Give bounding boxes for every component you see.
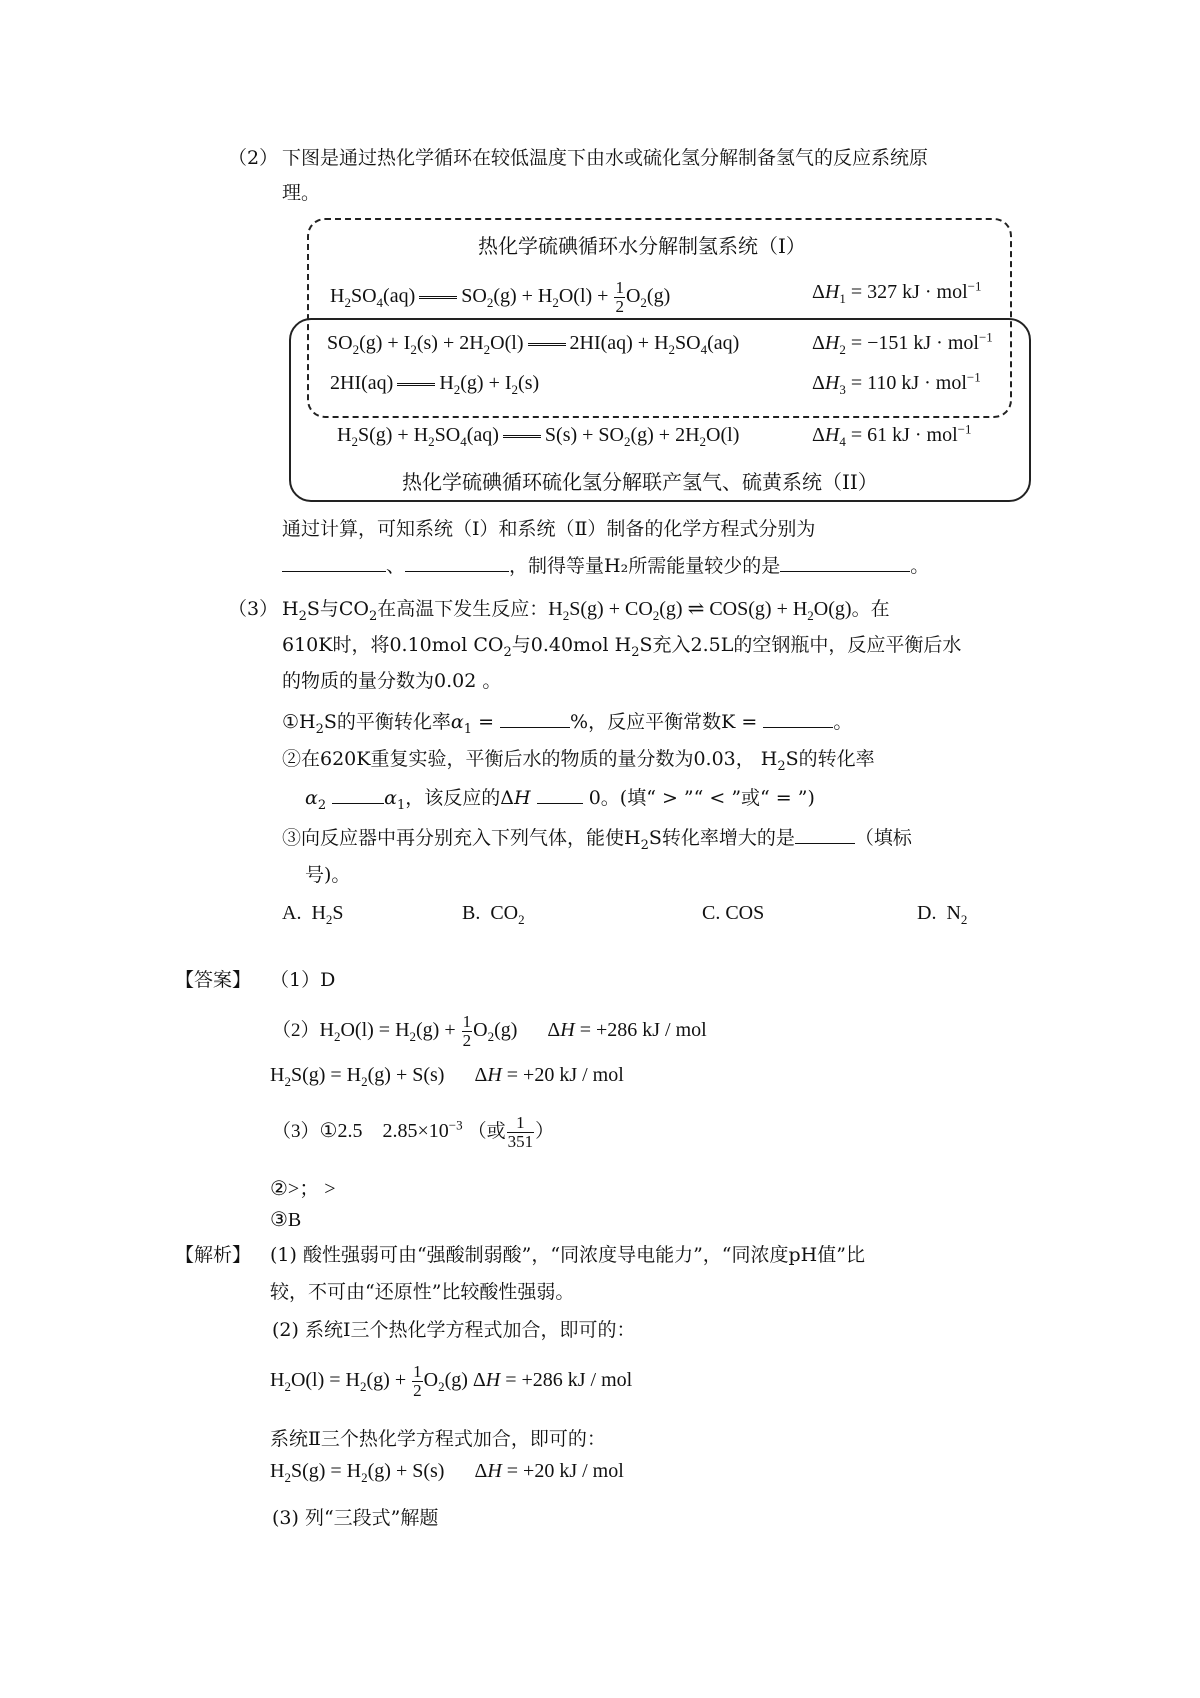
- reaction-4-dh: $\Delta H_4 = 61$ kJ · mol$^{-1}$: [812, 421, 972, 449]
- answer-tag: 【答案】: [175, 969, 252, 991]
- option-b: B. $CO_2$: [462, 902, 525, 927]
- answer-3-line2: ②>； >: [270, 1178, 336, 1200]
- system1-title: 热化学硫碘循环水分解制氢系统（I）: [478, 234, 806, 258]
- analysis-p2-equation: $H_2O(l) = H_2(g)$ + $\frac{1}{2}$ $O_2(g) \Delta H = +286$ kJ / mol: [270, 1362, 633, 1400]
- q3-sub2-line1: ②在620K重复实验，平衡后水的物质的量分数为0.03， $H_2S$的转化率: [282, 748, 875, 774]
- system2-title: 热化学硫碘循环硫化氢分解联产氢气、硫黄系统（II）: [402, 470, 878, 494]
- answer-blank[interactable]: [500, 727, 570, 728]
- answer-3-line1: （3）①2.5 $2.85\times 10^{-3}$ （或 $\frac{1}{351}$ ）: [272, 1113, 555, 1151]
- answer-blank[interactable]: [282, 571, 386, 572]
- reaction-4-equation: $H_2S(g) + H_2SO_4(aq) S(s) + SO_2(g) + 2H_2O(l)$: [337, 424, 740, 449]
- q3-sub3-line2: 号)。: [305, 864, 351, 886]
- reaction-2-equation: $SO_2(g) + I_2(s) + 2H_2O(l) 2HI(aq) + H_2SO_4(aq)$: [327, 332, 740, 357]
- q3-sub2-line2: $\alpha_2$ $\alpha_1$，该反应的ΔH 0。(填“ > ”“ < ”或“ = ”): [305, 787, 815, 813]
- answer-blank[interactable]: [405, 571, 509, 572]
- q3-line2: 610K时，将0.10mol $CO_2$与0.40mol $H_2S$充入2.5L的空钢瓶中，反应平衡后水: [282, 634, 962, 660]
- option-d: D. $N_2$: [917, 902, 968, 927]
- answer-1: （1）D: [270, 969, 336, 991]
- q3-line1: $H_2S$与$CO_2$在高温下发生反应：$H_2S(g) + CO_2(g)$ ⇌ $COS(g) + H_2O(g)$。在: [282, 598, 890, 624]
- answer-3-line3: ③B: [270, 1209, 302, 1231]
- reaction-1-equation: $H_2SO_4(aq) SO_2(g) + H_2O(l)$ + $\frac{1}{2}$ $O_2(g)$: [330, 278, 671, 316]
- option-c: C. COS: [702, 902, 765, 924]
- reaction-3-dh: $\Delta H_3 = 110$ kJ · mol$^{-1}$: [812, 369, 981, 397]
- analysis-tag: 【解析】: [175, 1244, 252, 1266]
- answer-blank[interactable]: [795, 843, 855, 844]
- q3-line3: 的物质的量分数为0.02 。: [282, 670, 502, 692]
- q2-question-line1: 通过计算，可知系统（Ⅰ）和系统（Ⅱ）制备的化学方程式分别为: [282, 518, 816, 540]
- reaction-1-dh: $\Delta H_1 = 327$ kJ · mol$^{-1}$: [812, 278, 982, 306]
- q3-sub1: $①H_2S$的平衡转化率$\alpha_1$ = %，反应平衡常数K = 。: [282, 711, 853, 737]
- analysis-p2: (2) 系统Ⅰ三个热化学方程式加合，即可的：: [272, 1319, 636, 1341]
- option-a: A. $H_2S$: [282, 902, 344, 927]
- answer-blank[interactable]: [780, 571, 910, 572]
- reaction-2-dh: $\Delta H_2 = -151$ kJ · mol$^{-1}$: [812, 329, 993, 357]
- answer-2-line2: $H_2S(g) = H_2(g) + S(s)$ ΔH = +20 kJ / mol: [270, 1064, 624, 1089]
- q3-sub3-line1: ③向反应器中再分别充入下列气体，能使$H_2S$转化率增大的是 （填标: [282, 827, 912, 853]
- q2-question-line2: 、 ，制得等量H₂所需能量较少的是 。: [282, 554, 929, 578]
- q2-intro-line2: 理。: [282, 182, 321, 204]
- answer-blank[interactable]: [763, 727, 833, 728]
- analysis-p3-equation: $H_2S(g) = H_2(g) + S(s)$ ΔH = +20 kJ / mol: [270, 1460, 624, 1485]
- analysis-p1-line1: (1) 酸性强弱可由“强酸制弱酸”，“同浓度导电能力”，“同浓度pH值”比: [270, 1244, 865, 1266]
- analysis-p3: 系统Ⅱ三个热化学方程式加合，即可的：: [270, 1428, 606, 1450]
- analysis-p4: (3) 列“三段式”解题: [272, 1507, 439, 1529]
- q3-label: （3）: [228, 598, 279, 620]
- answer-2-line1: $(2)H_2O(l) = H_2(g)$ + $\frac{1}{2}$ $O_2(g)$ ΔH = +286 kJ / mol: [272, 1012, 707, 1050]
- answer-blank[interactable]: [537, 803, 583, 804]
- q2-label: （2）: [228, 147, 279, 169]
- reaction-3-equation: 2HI(aq) $H_2(g) + I_2(s)$: [330, 372, 540, 397]
- answer-blank[interactable]: [332, 803, 384, 804]
- q2-intro-line1: 下图是通过热化学循环在较低温度下由水或硫化氢分解制备氢气的反应系统原: [282, 147, 929, 169]
- analysis-p1-line2: 较，不可由“还原性”比较酸性强弱。: [270, 1281, 575, 1303]
